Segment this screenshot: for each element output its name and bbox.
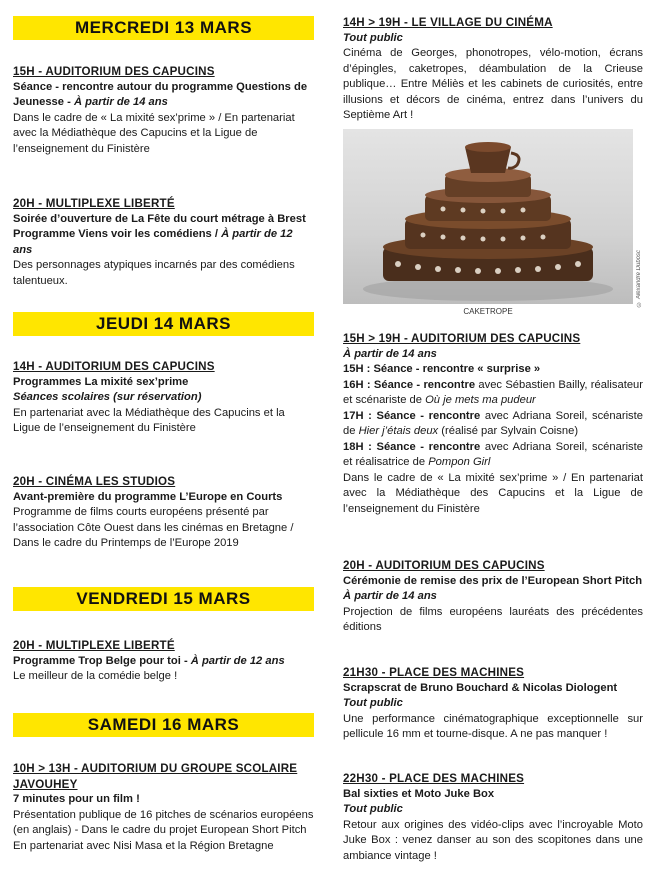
event-heading: 22H30 - PLACE DES MACHINES [343, 772, 525, 785]
event-description: Cinéma de Georges, phonotropes, vélo-motion, écrans d’épingles, caketropes, déambulation de la Crieuse publique… Entre Méliès et les cabinets de curiosités, entre illusions et décors de cinéma, entrez dans l’univers du Septième Art ! [343, 47, 643, 121]
session-detail: avec Adriana Soreil, scénariste et réalisatrice de [343, 440, 643, 468]
day-header-vendredi [13, 587, 314, 611]
day-label: VENDREDI 15 MARS [76, 589, 251, 608]
event-village-cinema [343, 15, 643, 124]
event-title-line [13, 654, 314, 670]
film-title: Hier j’étais deux [358, 425, 439, 437]
day-header-mercredi [13, 16, 314, 40]
event-title-line2 [13, 95, 314, 111]
event-heading: 21H30 - PLACE DES MACHINES [343, 666, 525, 679]
day-label: JEUDI 14 MARS [96, 314, 231, 333]
session-time: 16H : Séance - rencontre [343, 378, 476, 391]
session-detail: avec Adriana Soreil, scénariste de [343, 409, 643, 437]
event-heading: 15H - AUDITORIUM DES CAPUCINS [13, 65, 215, 78]
age-label: À partir de 14 ans [73, 96, 168, 108]
event-20h-liberte-belge [13, 638, 314, 685]
event-heading: 20H - CINÉMA LES STUDIOS [13, 475, 176, 488]
session-time: 15H : Séance - rencontre [343, 363, 475, 375]
event-audience: Tout public [343, 31, 403, 44]
event-description: En partenariat avec la Médiathèque des Capucins et la Ligue de l’enseignement du Finistère [13, 406, 285, 434]
event-title: Avant-première du programme L’Europe en Courts [13, 490, 283, 503]
photo-credit: © Alexandre Dubosc [636, 250, 642, 307]
event-description: Dans le cadre de « La mixité sex’prime » / En partenariat avec la Médiathèque des Capucins et la Ligue de l’enseignement du Finistère [13, 111, 295, 155]
event-title: Programme Trop Belge pour toi - [13, 654, 191, 667]
session-time: 17H : Séance - rencontre [343, 409, 481, 422]
event-title: Cérémonie de remise des prix de l’European Short Pitch [343, 574, 643, 587]
day-header-jeudi [13, 312, 314, 336]
age-label: À partir de 12 ans [190, 654, 285, 667]
session-17h [343, 409, 643, 440]
event-description: Retour aux origines des vidéo-clips avec l’incroyable Moto Juke Box : venez danser au son des scopitones dans une ambiance vintage ! [343, 818, 643, 862]
event-title: Programmes La mixité sex’prime [13, 375, 189, 388]
event-description: Dans le cadre de « La mixité sex’prime » / En partenariat avec la Médiathèque des Capucins et la Ligue de l’enseignement du Finistère [343, 471, 643, 515]
event-title: Bal sixties et Moto Juke Box [343, 787, 495, 800]
age-label: À partir de 14 ans [343, 347, 437, 360]
event-20h-liberte [13, 196, 314, 289]
event-20h-studios [13, 474, 314, 552]
photo-caption: CAKETROPE [463, 307, 513, 316]
event-description: Présentation publique de 16 pitches de scénarios européens (en anglais) - Dans le cadre du projet European Short Pitch En partenariat avec Nisi Masa et la Région Bretagne [13, 808, 314, 852]
event-description: Des personnages atypiques incarnés par des comédiens talentueux. [13, 259, 295, 287]
session-detail: avec Sébastien Bailly, réalisateur et scénariste de [343, 378, 643, 406]
event-audience: Tout public [343, 803, 403, 815]
film-title: Pompon Girl [428, 456, 491, 468]
caketrope-cake-icon [343, 129, 633, 304]
event-title: 7 minutes pour un film ! [13, 793, 140, 805]
event-14h-capucins [13, 359, 314, 437]
session-16h [343, 378, 643, 409]
session-15h [343, 362, 643, 378]
session-detail: « surprise » [474, 363, 541, 375]
age-label: À partir de 14 ans [343, 590, 437, 602]
film-title: Où je mets ma pudeur [425, 394, 536, 406]
event-20h-capucins-ceremonie [343, 558, 643, 636]
event-heading: 15H > 19H - AUDITORIUM DES CAPUCINS [343, 332, 581, 345]
event-title: Scrapscrat de Bruno Bouchard & Nicolas Diologent [343, 681, 618, 694]
event-description: Programme de films courts européens présenté par l’association Côte Ouest dans les cinémas en Bretagne / Dans le cadre du Printemps de l’Europe 2019 [13, 506, 294, 549]
event-15h-capucins [13, 64, 314, 157]
day-header-samedi [13, 713, 314, 737]
event-15h19h-capucins [343, 331, 643, 517]
event-title-part: Programme Viens voir les comédiens / [13, 228, 222, 240]
event-description: Le meilleur de la comédie belge ! [13, 670, 178, 682]
event-heading: 10H > 13H - AUDITORIUM DU GROUPE SCOLAIRE JAVOUHEY [13, 762, 298, 791]
event-heading: 20H - MULTIPLEXE LIBERTÉ [13, 639, 175, 652]
caketrope-photo [343, 129, 633, 304]
event-subtitle: Séances scolaires (sur réservation) [13, 391, 202, 403]
session-detail: (réalisé par Sylvain Coisne) [438, 425, 579, 437]
event-title: Séance - rencontre autour du programme Questions de [13, 80, 308, 93]
event-21h30-machines [343, 665, 643, 743]
event-heading: 20H - AUDITORIUM DES CAPUCINS [343, 559, 545, 572]
event-heading: 14H - AUDITORIUM DES CAPUCINS [13, 360, 215, 373]
event-title-line2 [13, 227, 314, 258]
day-label: SAMEDI 16 MARS [87, 715, 240, 734]
event-heading: 20H - MULTIPLEXE LIBERTÉ [13, 197, 175, 210]
age-label: À partir de 12 ans [13, 228, 293, 256]
event-title-part: Jeunesse - [13, 96, 74, 108]
day-label: MERCREDI 13 MARS [74, 18, 253, 37]
event-description: Une performance cinématographique exceptionnelle sur pellicule 16 mm et tourne-disque. A ne pas manquer ! [343, 712, 643, 740]
event-22h30-machines [343, 771, 643, 864]
event-audience: Tout public [343, 697, 403, 709]
session-time: 18H : Séance - rencontre [343, 440, 481, 453]
event-heading: 14H > 19H - LE VILLAGE DU CINÉMA [343, 16, 553, 29]
event-10h-javouhey [13, 761, 314, 854]
event-title: Soirée d’ouverture de La Fête du court métrage à Brest [13, 212, 306, 225]
session-18h [343, 440, 643, 471]
event-description: Projection de films européens lauréats des précédentes éditions [343, 605, 643, 633]
